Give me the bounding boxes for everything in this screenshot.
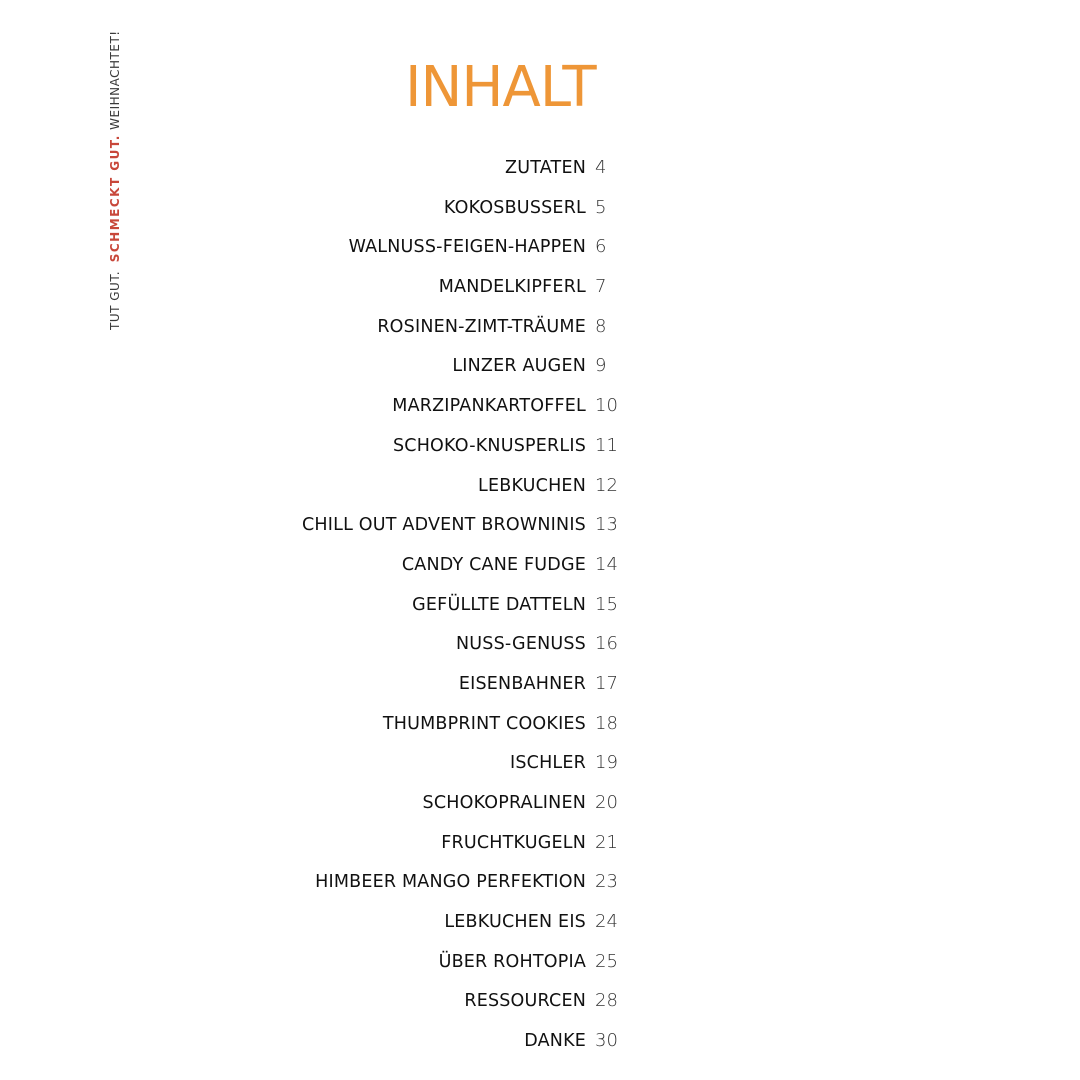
toc-entry-label: ÜBER ROHTOPIA (438, 951, 586, 972)
toc-entry-page-number: 24 (595, 911, 618, 933)
toc-entry-label: ROSINEN-ZIMT-TRÄUME (377, 316, 586, 337)
toc-entry-label: LINZER AUGEN (452, 356, 586, 377)
toc-entry-page-number: 11 (595, 434, 618, 456)
toc-entry-label: MANDELKIPFERL (438, 277, 586, 298)
toc-entry-label: SCHOKO-KNUSPERLIS (392, 435, 586, 456)
toc-entry-page-number: 15 (595, 593, 618, 615)
toc-entry[interactable] (0, 743, 1080, 783)
toc-entry[interactable] (0, 386, 1080, 426)
toc-entry[interactable] (0, 862, 1080, 902)
toc-entry-label: SCHOKOPRALINEN (422, 793, 586, 813)
toc-entry-label: MARZIPANKARTOFFEL (392, 396, 586, 417)
toc-entry-label: ZUTATEN (505, 158, 586, 178)
toc-entry[interactable] (0, 823, 1080, 863)
toc-entry[interactable] (0, 227, 1080, 267)
toc-entry-page-number: 9 (595, 355, 607, 377)
toc-entry-page-number: 5 (595, 196, 607, 218)
page-title: INHALT (405, 55, 596, 120)
toc-entry-label: CHILL OUT ADVENT BROWNINIS (301, 515, 586, 536)
toc-entry-page-number: 7 (595, 276, 607, 298)
toc-entry-page-number: 17 (595, 672, 618, 694)
toc-entry-page-number: 25 (595, 950, 618, 972)
toc-entry-label: NUSS-GENUSS (455, 634, 586, 655)
toc-entry[interactable] (0, 267, 1080, 307)
toc-entry-label: FRUCHTKUGELN (441, 832, 586, 853)
toc-entry-label: EISENBAHNER (458, 673, 586, 694)
toc-entry[interactable] (0, 346, 1080, 386)
toc-entry-label: RESSOURCEN (464, 991, 586, 1012)
toc-entry-label: GEFÜLLTE DATTELN (412, 594, 586, 615)
toc-entry[interactable] (0, 783, 1080, 823)
toc-entry[interactable] (0, 1021, 1080, 1061)
toc-entry-label: WALNUSS-FEIGEN-HAPPEN (348, 237, 586, 258)
toc-entry-label: HIMBEER MANGO PERFEKTION (315, 872, 586, 893)
tagline-part-2: SCHMECKT GUT. (108, 134, 122, 263)
toc-entry[interactable] (0, 902, 1080, 942)
toc-entry[interactable] (0, 505, 1080, 545)
toc-entry-page-number: 14 (595, 553, 618, 575)
toc-entry-page-number: 12 (595, 474, 618, 496)
toc-entry-page-number: 8 (595, 315, 607, 337)
toc-entry-page-number: 13 (595, 514, 618, 536)
toc-entry-label: ISCHLER (509, 753, 586, 774)
toc-entry-page-number: 18 (595, 712, 618, 734)
toc-entry-page-number: 20 (595, 792, 618, 813)
toc-entry[interactable] (0, 704, 1080, 744)
toc-entry-label: LEBKUCHEN (478, 475, 586, 496)
toc-entry-page-number: 4 (595, 157, 607, 178)
toc-entry[interactable] (0, 307, 1080, 347)
toc-entry[interactable] (0, 585, 1080, 625)
tagline-part-1: TUT GUT. (108, 270, 122, 330)
toc-entry[interactable] (0, 466, 1080, 506)
toc-entry-page-number: 28 (595, 990, 618, 1012)
table-of-contents (0, 148, 1080, 1061)
toc-entry[interactable] (0, 148, 1080, 188)
toc-entry-label: THUMBPRINT COOKIES (382, 713, 586, 734)
toc-entry[interactable] (0, 981, 1080, 1021)
toc-entry-label: DANKE (524, 1031, 586, 1052)
tagline-part-3: WEIHNACHTET! (108, 30, 122, 130)
toc-entry-label: KOKOSBUSSERL (443, 197, 586, 218)
toc-entry-label: CANDY CANE FUDGE (401, 554, 586, 575)
toc-entry[interactable] (0, 942, 1080, 982)
toc-entry[interactable] (0, 664, 1080, 704)
toc-entry-page-number: 6 (595, 236, 607, 258)
toc-entry-page-number: 16 (595, 633, 618, 655)
toc-entry-page-number: 10 (595, 395, 618, 417)
toc-entry-label: LEBKUCHEN EIS (444, 912, 586, 933)
toc-entry-page-number: 23 (595, 871, 618, 893)
toc-entry-page-number: 21 (595, 831, 618, 853)
toc-entry-page-number: 30 (595, 1030, 618, 1052)
toc-entry[interactable] (0, 426, 1080, 466)
toc-entry[interactable] (0, 545, 1080, 585)
toc-entry[interactable] (0, 188, 1080, 228)
toc-entry[interactable] (0, 624, 1080, 664)
toc-entry-page-number: 19 (595, 752, 618, 774)
